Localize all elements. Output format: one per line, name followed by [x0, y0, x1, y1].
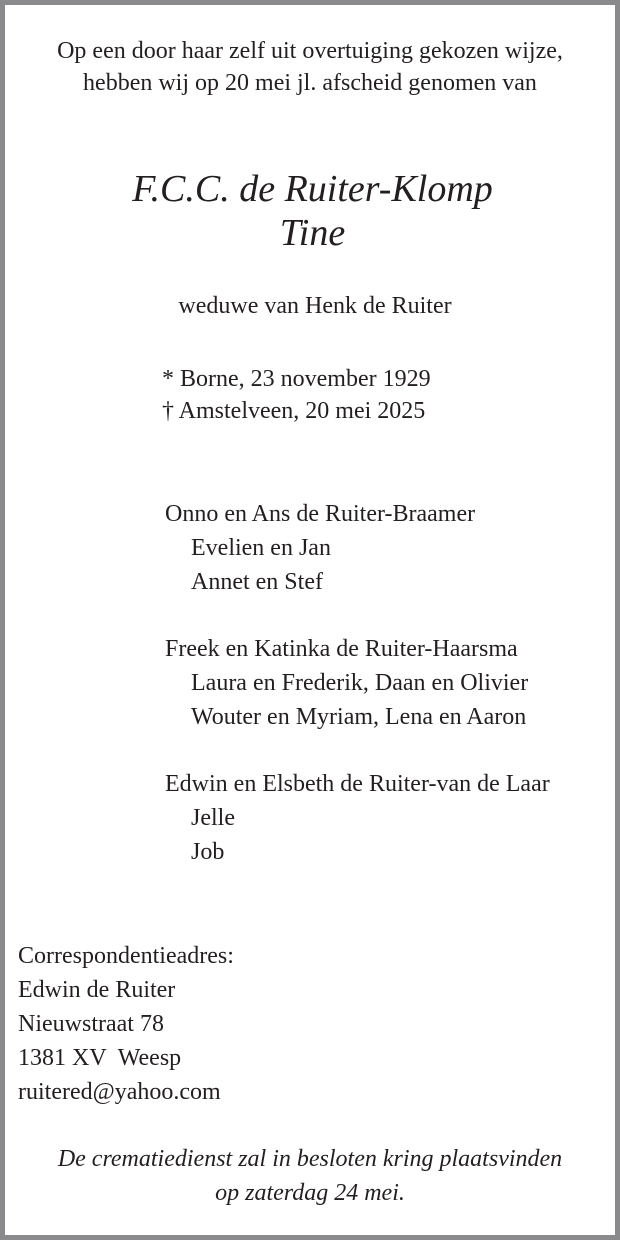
intro-line-1: Op een door haar zelf uit overtuiging gekozen wijze,	[57, 38, 563, 64]
family-child: Jelle	[191, 805, 235, 831]
family-child: Job	[191, 839, 225, 865]
intro-line-2: hebben wij op 20 mei jl. afscheid genomen van	[83, 70, 537, 96]
correspondence-address	[18, 939, 234, 1109]
address-street: Nieuwstraat 78	[18, 1011, 164, 1037]
family-child: Annet en Stef	[191, 569, 323, 595]
family-group	[165, 767, 550, 869]
family-child: Evelien en Jan	[191, 535, 331, 561]
intro-text	[5, 35, 615, 99]
family-head: Edwin en Elsbeth de Ruiter-van de Laar	[165, 771, 550, 797]
address-label: Correspondentieadres:	[18, 943, 234, 969]
deceased-full-name: F.C.C. de Ruiter-Klomp	[132, 168, 493, 210]
cremation-notice	[5, 1142, 615, 1210]
deceased-name-block	[5, 167, 620, 255]
family-child: Laura en Frederik, Daan en Olivier	[191, 670, 529, 696]
closing-line-1: De crematiedienst zal in besloten kring plaatsvinden	[57, 1146, 563, 1172]
life-dates	[162, 363, 431, 427]
family-list	[165, 497, 550, 902]
address-name: Edwin de Ruiter	[18, 977, 176, 1003]
family-group	[165, 497, 550, 599]
family-group	[165, 632, 550, 734]
announcement-card	[5, 5, 615, 1235]
widow-of-text: weduwe van Henk de Ruiter	[178, 293, 452, 319]
death-line: † Amstelveen, 20 mei 2025	[162, 398, 426, 424]
family-child: Wouter en Myriam, Lena en Aaron	[191, 704, 527, 730]
closing-line-2: op zaterdag 24 mei.	[215, 1180, 405, 1206]
family-head: Onno en Ans de Ruiter-Braamer	[165, 501, 476, 527]
birth-line: * Borne, 23 november 1929	[162, 366, 431, 392]
address-email: ruitered@yahoo.com	[18, 1079, 221, 1105]
address-city: 1381 XV Weesp	[18, 1045, 182, 1071]
deceased-nickname: Tine	[279, 212, 346, 254]
family-head: Freek en Katinka de Ruiter-Haarsma	[165, 636, 518, 662]
